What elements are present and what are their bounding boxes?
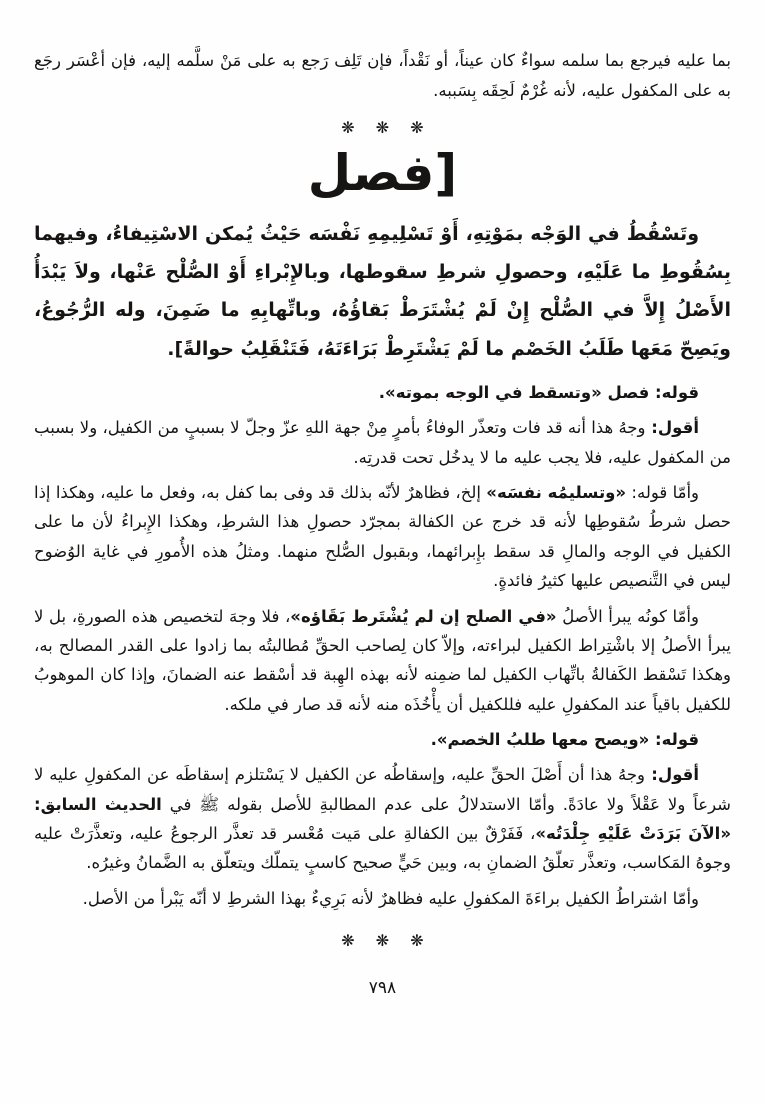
page-number: ٧٩٨ [368, 978, 397, 999]
bold-text-segment: «وتسليمُه نفسَه» [486, 483, 627, 503]
text-segment: وأمّا قوله: [626, 483, 699, 503]
bold-text-segment: أقول: [645, 418, 699, 438]
commentary-paragraph [34, 413, 731, 472]
ornament-separator-top: ❋ ❋ ❋ [341, 118, 424, 138]
commentary-paragraph [34, 884, 731, 913]
commentary-paragraph [34, 478, 731, 595]
commentary-section [34, 378, 731, 913]
commentary-paragraph [34, 602, 731, 719]
text-segment: ، فَفَرْقٌ بين الكفالةِ على مَيت مُعْسر قد تعذَّر الرجوعُ عليه، وتعذَّرَتْ عليه وجوهُ المَكاسب، وتعذَّر تعلّقُ الضمانِ به، وبين حَيٍّ صحيح كاسبٍ يتملّك ويتعلّق به الضَّمانُ وغيرُه. [34, 824, 731, 873]
bold-text-segment: «في الصلح إن لم يُشْتَرط بَقَاؤه» [290, 606, 557, 626]
commentary-paragraph [34, 725, 731, 754]
bold-text-segment: قوله: «ويصح معها طلبُ الخصم». [430, 729, 699, 749]
bold-text-segment: الحديث السابق: «الآنَ بَرَدَتْ عَلَيْهِ جِلْدَتُه» [34, 794, 731, 844]
text-segment: وأمّا اشتراطُ الكفيل براءَةَ المكفولِ عليه فظاهرٌ لأنه بَرِيءٌ بهذا الشرطِ لا أنّه يَبْرأ من الأصل. [82, 888, 699, 908]
section-heading-fasl: [فصل [307, 144, 458, 203]
text-segment: وجهُ هذا أنه قد فات وتعذّر الوفاءُ بأمرٍ مِنْ جهة اللهِ عزّ وجلّ لا بسببٍ من الكفيل، ولا بسبب من المكفول عليه، فلا يجب عليه ما لا يدخُل تحت قدرتِه. [34, 418, 731, 467]
bold-text-segment: أقول: [645, 765, 700, 785]
bold-text-segment: قوله: فصل «وتسقط في الوجه بموته». [378, 383, 699, 403]
commentary-paragraph [34, 760, 731, 877]
text-segment: ، فلا وجهَ لتخصيص هذه الصورةِ، بل لا يبرأ الأصلُ إلا باشْتِراط الكفيل لبراءته، وإلاّ كان لِصاحب الحقِّ مُطالبتُه بما زادوا على القدر المصالح به، وهكذا تَسْقط الكَفالةُ باتِّهاب الكفيل لما ضمِنه لأنه بهذه الهِبة قد أسْقط عنه الضمانَ، وإذا كان الموهوبُ للكفيل باقياً عند المكفولِ عليه فللكفيل أن يأْخُذَه منه لأنه قد صار في ملكه. [34, 606, 731, 714]
matn-paragraph: وتَسْقُطُ في الوَجْه بمَوْتِهِ، أَوْ تَسْلِيمِهِ نَفْسَه حَيْثُ يُمكن الاسْتِيفاءُ، وفيهما بِسُقُوطِ ما عَلَيْهِ، وحصولِ شرطِ سقوطها، وبالإِبْراءِ أَوْ الصُّلْح عَنْها، ولاَ يَبْدَأُ الأَصْلُ إِلاَّ في الصُّلْح إِنْ لَمْ يُشْتَرَطْ بَقاؤُهُ، وباتِّهابِهِ ما ضَمِنَ، وله الرُّجُوعُ، ويَصِحّ مَعَها طَلَبُ الخَصْم ما لَمْ يَشْتَرِطْ بَرَاءَتَهُ، فَتَنْقَلِبُ حوالةً]. [34, 222, 731, 360]
text-segment: إلخ، فظاهرٌ لأنّه بذلك قد وفى بما كفل به، وفعل ما عليه، وهكذا إذا حصل شرطُ سُقوطِها لأنه قد خرج عن الكفالة بمجرّد حصولِ هذا الشرطِ، وهكذا الإِبراءُ لأن ما على الكفيل في الوجه والمالِ قد سقط بإِبرائهما، وبقبول الصُّلح منهما. ومثلُ هذه الأُمورِ في غاية الوُضوح ليس في التَّنصيص عليها كثيرُ فائدةٍ. [34, 483, 731, 591]
intro-paragraph: بما عليه فيرجع بما سلمه سواءٌ كان عيناً، أو نَقْداً، فإن تَلِف رَجع به على مَنْ سلَّمه إليه، فإن أعْسَر رجَع به على المكفول عليه، لأنه غُرْمٌ لَحِقَه بِسَببه. [34, 51, 731, 101]
text-segment: وأمّا كونُه يبرأ الأصلُ [556, 606, 699, 626]
text-segment: وجهُ هذا أن أَصْلَ الحقِّ عليه، وإسقاطُه عن الكفيل لا يَسْتلزم إسقاطَه عن المكفولِ عليه لا شرعاً ولا عَقْلاً ولا عادَةً. وأمّا الاستدلالُ على عدم المطالبةِ للأصل بقوله ﷺ في [34, 765, 732, 814]
ornament-separator-bottom: ❋ ❋ ❋ [341, 931, 424, 951]
commentary-paragraph [34, 378, 731, 407]
